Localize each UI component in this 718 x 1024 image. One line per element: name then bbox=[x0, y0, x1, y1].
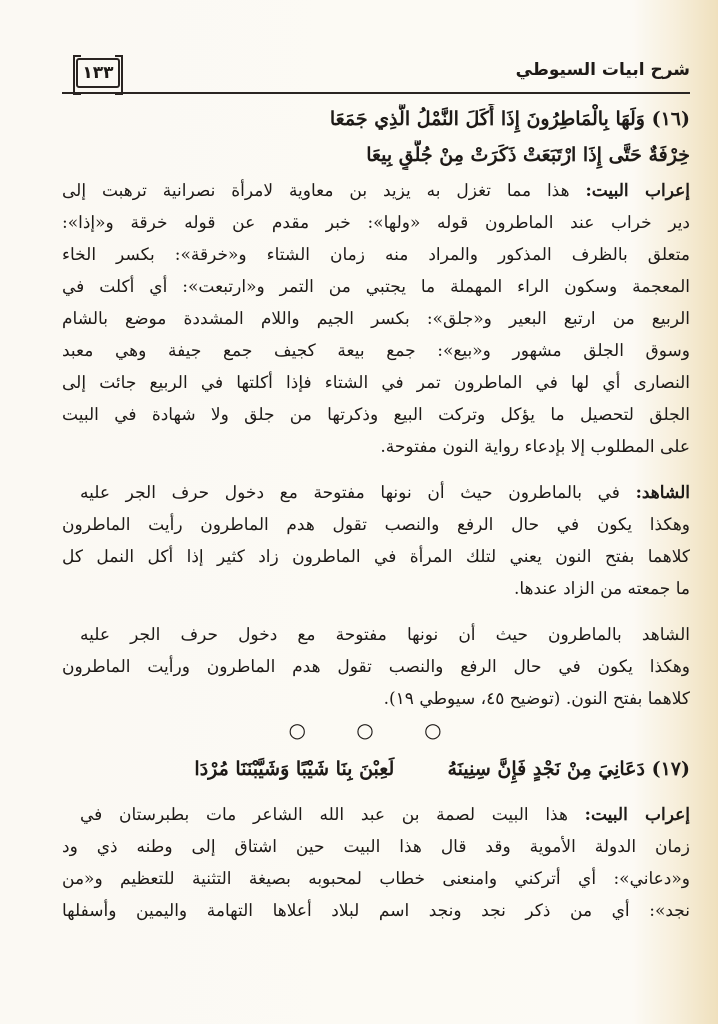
irab-16-line-2: متعلق بالظرف المذكور والمراد منه زمان الشتاء و«خرقة»: بكسر الخاء bbox=[62, 245, 690, 265]
irab-16-line-5: وسوق الجلق مشهور و«بيع»: جمع بيعة كجيف جمع جيفة وهي معبد bbox=[62, 341, 690, 361]
shahid-1-line-1: وهكذا يكون في حال الرفع والنصب تقول هدم الماطرون رأيت الماطرون bbox=[62, 515, 690, 535]
running-title: شرح ابيات السيوطي bbox=[515, 60, 690, 80]
verse-16-line-1: (١٦) وَلَهَا بِالْمَاطِرُونَ إِذَا أَكَلَ النَّمْلُ الَّذِي جَمَعَا bbox=[329, 108, 690, 130]
shahid-text: في بالماطرون حيث أن نونها مفتوحة مع دخول حرف الجر عليه bbox=[80, 483, 620, 503]
irab-16-line-3: المعجمة وسكون الراء المهملة ما يجتبي من التمر و«ارتبعت»: أي أكلت في bbox=[62, 277, 690, 297]
shahid-label: الشاهد: bbox=[635, 483, 690, 503]
page-number: ١٣٣ bbox=[76, 58, 120, 88]
shahid-1-line-2: كلاهما بفتح النون يعني لتلك المرأة في الماطرون زاد كثير إذا أكل النمل كل bbox=[62, 547, 690, 567]
irab-16-line-1: دير خراب عند الماطرون قوله «ولها»: خبر مقدم عن قوله خرقة و«إذا»: bbox=[62, 213, 690, 233]
irab-17-label: إعراب البيت: bbox=[584, 805, 690, 825]
irab-17-line-2: و«دعاني»: أي أتركني وامنعنى خطاب لمحبوبه بصيغة التثنية للتعظيم و«من bbox=[62, 869, 690, 889]
irab-17-line-0 bbox=[80, 800, 690, 830]
irab-16-line-0 bbox=[62, 176, 690, 206]
shahid-1-line-3: ما جمعته من الزاد عندها. bbox=[513, 579, 690, 599]
shahid-2-line-0: الشاهد بالماطرون حيث أن نونها مفتوحة مع دخول حرف الجر عليه bbox=[80, 625, 690, 645]
shahid-1-line-0 bbox=[80, 478, 690, 508]
verse-17-hemistich-1: (١٧) دَعَانِيَ مِنْ نَجْدٍ فَإِنَّ سِنِينَهُ bbox=[447, 758, 690, 780]
book-page bbox=[62, 0, 690, 1024]
section-separator: ○ ○ ○ bbox=[288, 718, 464, 742]
irab-17-text: هذا البيت لصمة بن عبد الله الشاعر مات بطبرستان في bbox=[80, 805, 568, 825]
irab-17-line-1: زمان الدولة الأموية وقد قال هذا البيت حين اشتاق إلى وطنه ذي ود bbox=[62, 837, 690, 857]
shahid-2-line-1: وهكذا يكون في حال الرفع والنصب تقول هدم الماطرون ورأيت الماطرون bbox=[62, 657, 690, 677]
page-header bbox=[62, 56, 690, 94]
irab-label: إعراب البيت: bbox=[585, 181, 690, 201]
verse-17-hemistich-2: لَعِبْنَ بِنَا شَيْبًا وَشَيَّبْنَنَا مُرْدَا bbox=[194, 758, 395, 780]
verse-17 bbox=[62, 754, 690, 784]
irab-16-line-8: على المطلوب إلا بإدعاء رواية النون مفتوحة. bbox=[380, 437, 690, 457]
irab-16-line-6: النصارى أي لها في الماطرون تمر في الشتاء فإذا أكلتها في الربيع جائت إلى bbox=[62, 373, 690, 393]
irab-16-line-4: الربيع من ارتبع البعير و«جلق»: بكسر الجيم واللام المشددة موضع بالشام bbox=[62, 309, 690, 329]
irab-text: هذا مما تغزل به يزيد بن معاوية لامرأة نصرانية ترهبت إلى bbox=[62, 181, 570, 201]
irab-17-line-3: نجد»: أي من ذكر نجد ونجد اسم لبلاد أعلاها التهامة واليمين وأسفلها bbox=[62, 901, 690, 921]
irab-16-line-7: الجلق لتحصيل ما يؤكل وتركت البيع وذكرتها من جلق ولا شهادة في البيت bbox=[62, 405, 690, 425]
shahid-2-line-2: كلاهما بفتح النون. (توضيح ٤٥، سيوطي ١٩). bbox=[383, 689, 690, 709]
verse-16-line-2: خِرْفَةٌ حَتَّى إِذَا ارْتَبَعَتْ ذَكَرَتْ مِنْ جُلَّقٍ بِيعَا bbox=[366, 144, 690, 166]
